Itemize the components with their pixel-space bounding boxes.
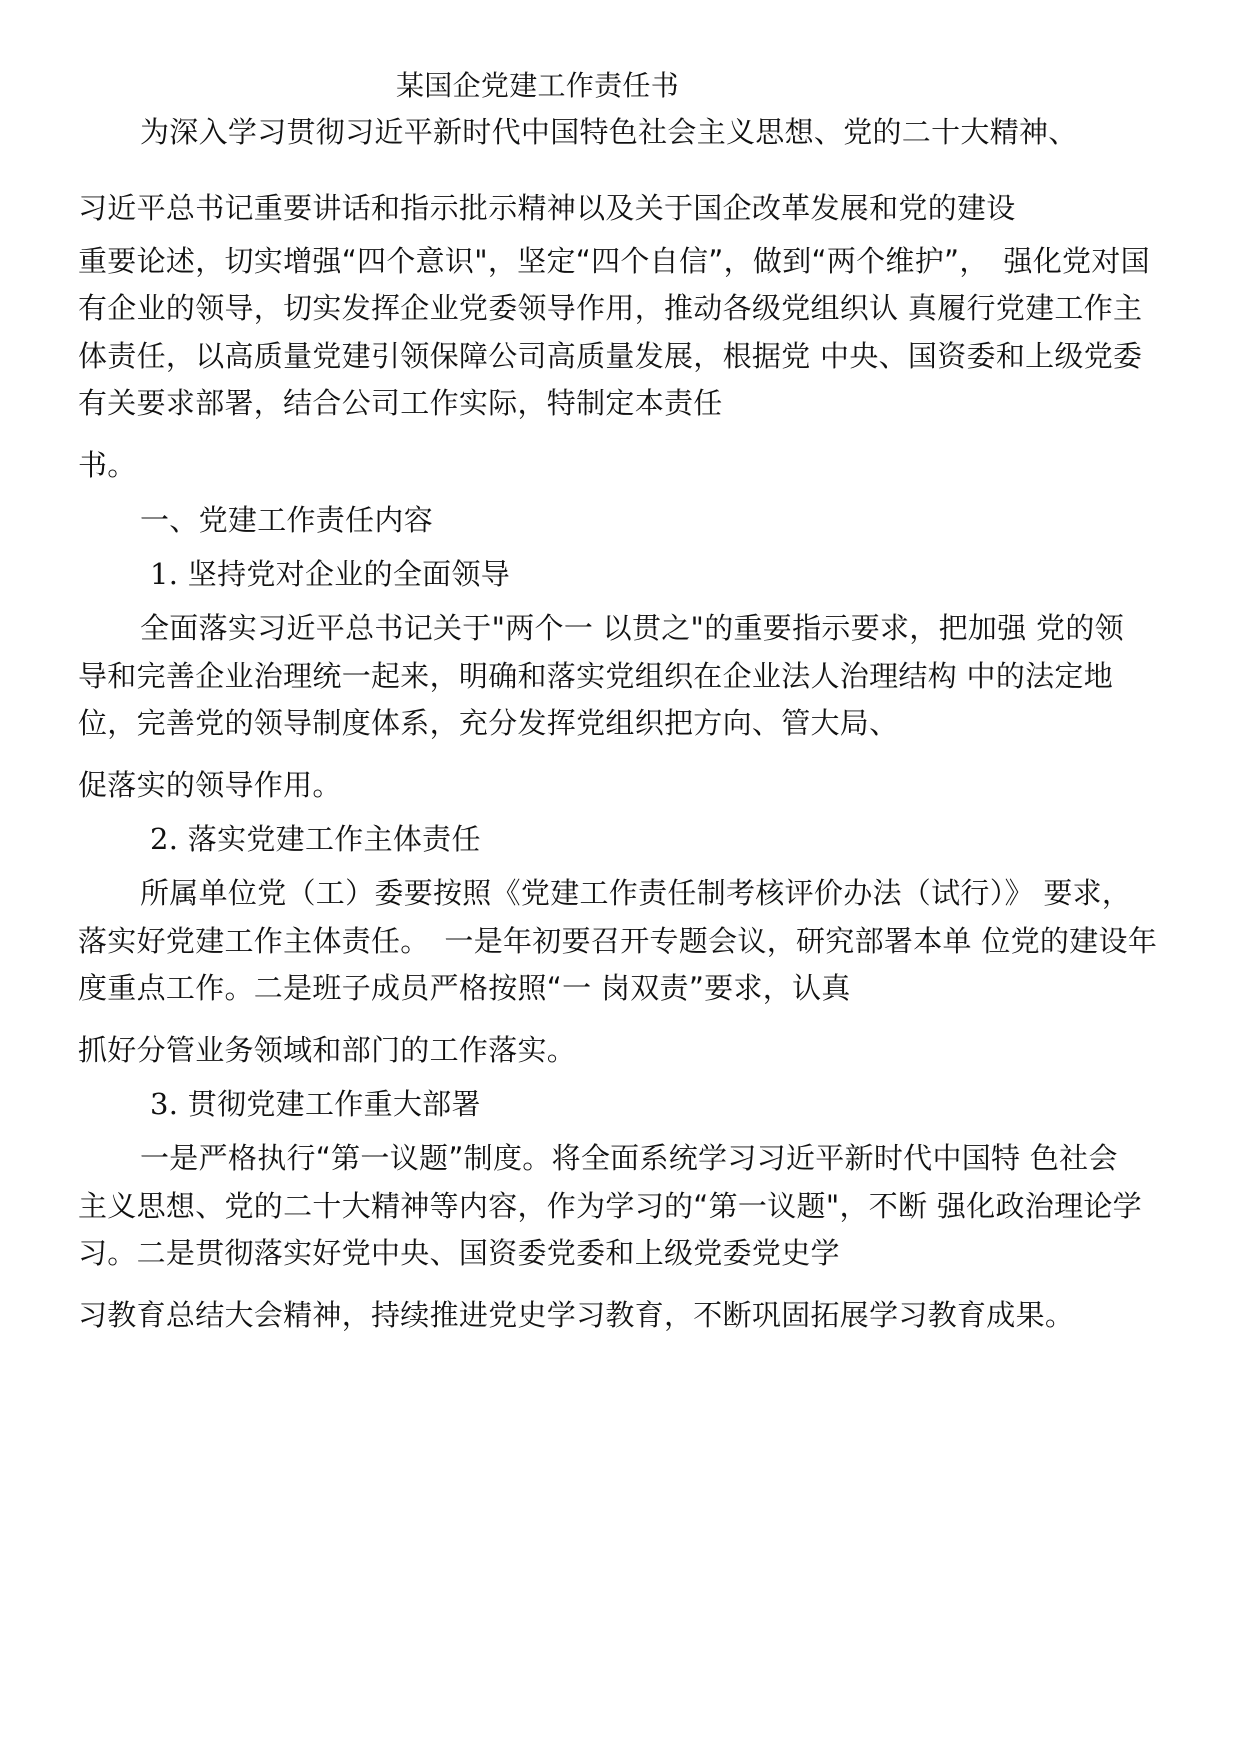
section-heading: 一、党建工作责任内容 xyxy=(140,503,434,537)
paragraph-line: 全面落实习近平总书记关于"两个一 以贯之"的重要指示要求，把加强 党的领 xyxy=(140,611,1124,645)
paragraph-line: 有企业的领导，切实发挥企业党委领导作用，推动各级党组织认 真履行党建工作主 xyxy=(78,291,1143,325)
subsection-heading: 2. 落实党建工作主体责任 xyxy=(150,822,481,856)
paragraph-line: 有关要求部署，结合公司工作实际，特制定本责任 xyxy=(78,386,723,420)
paragraph-line: 位，完善党的领导制度体系，充分发挥党组织把方向、管大局、 xyxy=(78,706,899,740)
paragraph-line: 为深入学习贯彻习近平新时代中国特色社会主义思想、党的二十大精神、 xyxy=(140,115,1078,149)
paragraph-line: 促落实的领导作用。 xyxy=(78,768,342,802)
paragraph-line: 抓好分管业务领域和部门的工作落实。 xyxy=(78,1033,577,1067)
paragraph-line: 习近平总书记重要讲话和指示批示精神以及关于国企改革发展和党的建设 xyxy=(78,191,1016,225)
paragraph-line: 一是严格执行“第一议题”制度。将全面系统学习习近平新时代中国特 色社会 xyxy=(140,1141,1118,1175)
subsection-heading: 3. 贯彻党建工作重大部署 xyxy=(150,1087,481,1121)
paragraph-line: 习教育总结大会精神，持续推进党史学习教育，不断巩固拓展学习教育成果。 xyxy=(78,1298,1075,1332)
paragraph-line: 度重点工作。二是班子成员严格按照“一 岗双责”要求，认真 xyxy=(78,971,851,1005)
paragraph-line: 导和完善企业治理统一起来，明确和落实党组织在企业法人治理结构 中的法定地 xyxy=(78,659,1114,693)
paragraph-line: 重要论述，切实增强“四个意识"，坚定“四个自信”，做到“两个维护”， 强化党对国 xyxy=(78,244,1150,278)
document-title: 某国企党建工作责任书 xyxy=(396,69,680,102)
paragraph-line: 体责任，以高质量党建引领保障公司高质量发展，根据党 中央、国资委和上级党委 xyxy=(78,339,1143,373)
paragraph-line: 所属单位党（工）委要按照《党建工作责任制考核评价办法（试行）》 要求， xyxy=(140,876,1132,910)
subsection-heading: 1. 坚持党对企业的全面领导 xyxy=(150,557,511,591)
paragraph-line: 习。二是贯彻落实好党中央、国资委党委和上级党委党史学 xyxy=(78,1236,840,1270)
paragraph-line: 落实好党建工作主体责任。 一是年初要召开专题会议，研究部署本单 位党的建设年 xyxy=(78,924,1158,958)
paragraph-line: 书。 xyxy=(78,448,137,482)
paragraph-line: 主义思想、党的二十大精神等内容，作为学习的“第一议题"，不断 强化政治理论学 xyxy=(78,1189,1142,1223)
